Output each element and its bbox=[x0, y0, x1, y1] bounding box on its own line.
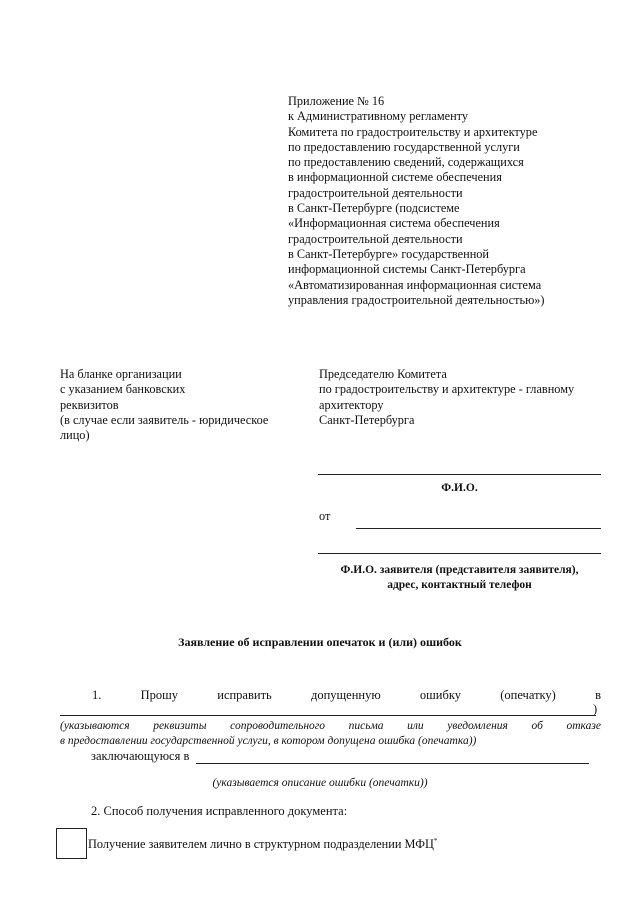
annex-line: к Административному регламенту bbox=[288, 109, 469, 124]
annex-line: в Санкт-Петербурге» государственной bbox=[288, 246, 490, 261]
annex-line: управления градостроительной деятельностью») bbox=[288, 292, 545, 307]
note-word: сопроводительного bbox=[230, 720, 326, 732]
applicant-label: Ф.И.О. заявителя (представителя заявителя), bbox=[340, 564, 579, 576]
note-word: уведомления bbox=[447, 720, 508, 732]
fio-label: Ф.И.О. bbox=[441, 482, 478, 494]
annex-line: «Информационная система обеспечения bbox=[288, 216, 500, 231]
letterhead-line: На бланке организации bbox=[60, 367, 182, 381]
letterhead-line: реквизитов bbox=[60, 397, 119, 412]
annex-header bbox=[288, 94, 618, 308]
para1-word: в bbox=[595, 688, 601, 702]
para1-word: (опечатку) bbox=[500, 688, 556, 702]
note-word: реквизиты bbox=[153, 720, 207, 732]
annex-line: информационной системы Санкт-Петербурга bbox=[288, 262, 526, 277]
annex-line: «Автоматизированная информационная система bbox=[288, 277, 542, 292]
annex-line: Приложение № 16 bbox=[288, 94, 385, 108]
para1-word: допущенную bbox=[310, 688, 381, 702]
closing-paren: ) bbox=[593, 702, 598, 716]
addressee-line: архитектору bbox=[319, 397, 384, 412]
letterhead-line: с указанием банковских bbox=[60, 382, 186, 397]
para1-word: ошибку bbox=[419, 688, 461, 702]
annex-line: градостроительной деятельности bbox=[288, 231, 463, 246]
error-note: (указывается описание ошибки (опечатки)) bbox=[212, 777, 428, 789]
consisting-label: заключающуюся в bbox=[91, 749, 190, 763]
fio-underline[interactable] bbox=[318, 474, 601, 475]
annex-line: по предоставлению государственной услуги bbox=[288, 139, 520, 154]
applicant-label-2: адрес, контактный телефон bbox=[387, 579, 532, 591]
paragraph-1 bbox=[60, 688, 601, 703]
annex-line: в Санкт-Петербурге (подсистеме bbox=[288, 201, 460, 216]
option-1-checkbox[interactable] bbox=[56, 828, 87, 859]
paragraph-2-label: 2. Способ получения исправленного документа: bbox=[91, 804, 348, 818]
details-note-line-2: в предоставлении государственной услуги, в котором допущена ошибка (опечатка)) bbox=[60, 735, 477, 747]
note-word: отказе bbox=[566, 720, 601, 732]
para1-word: Прошу bbox=[140, 688, 179, 702]
para1-word: 1. bbox=[92, 688, 102, 702]
addressee-block bbox=[319, 367, 619, 428]
note-word: (указываются bbox=[60, 720, 130, 732]
letterhead-note bbox=[60, 367, 300, 443]
applicant-underline[interactable] bbox=[318, 553, 601, 554]
option-1-label bbox=[88, 837, 437, 852]
addressee-line: Санкт-Петербурга bbox=[319, 412, 415, 427]
letterhead-line: (в случае если заявитель - юридическое bbox=[60, 412, 269, 427]
from-label: от bbox=[319, 509, 331, 523]
from-underline[interactable] bbox=[356, 528, 601, 529]
annex-line: по предоставлению сведений, содержащихся bbox=[288, 155, 524, 170]
option-1-text: Получение заявителем лично в структурном подразделении МФЦ bbox=[88, 837, 434, 852]
annex-line: градостроительной деятельности bbox=[288, 185, 463, 200]
note-word: или bbox=[407, 720, 424, 732]
error-underline[interactable] bbox=[196, 763, 589, 764]
details-underline[interactable] bbox=[60, 715, 596, 716]
addressee-line: Председателю Комитета bbox=[319, 367, 447, 381]
addressee-line: по градостроительству и архитектуре - главному bbox=[319, 382, 575, 397]
letterhead-line: лицо) bbox=[60, 428, 90, 443]
note-word: письма bbox=[348, 720, 384, 732]
document-title: Заявление об исправлении опечаток и (или) ошибок bbox=[178, 635, 462, 649]
annex-line: в информационной системе обеспечения bbox=[288, 170, 502, 185]
annex-line: Комитета по градостроительству и архитектуре bbox=[288, 124, 538, 139]
note-word: об bbox=[531, 720, 543, 732]
footnote-mark: * bbox=[433, 837, 438, 845]
details-note-line-1 bbox=[60, 719, 601, 734]
para1-word: исправить bbox=[217, 688, 272, 702]
